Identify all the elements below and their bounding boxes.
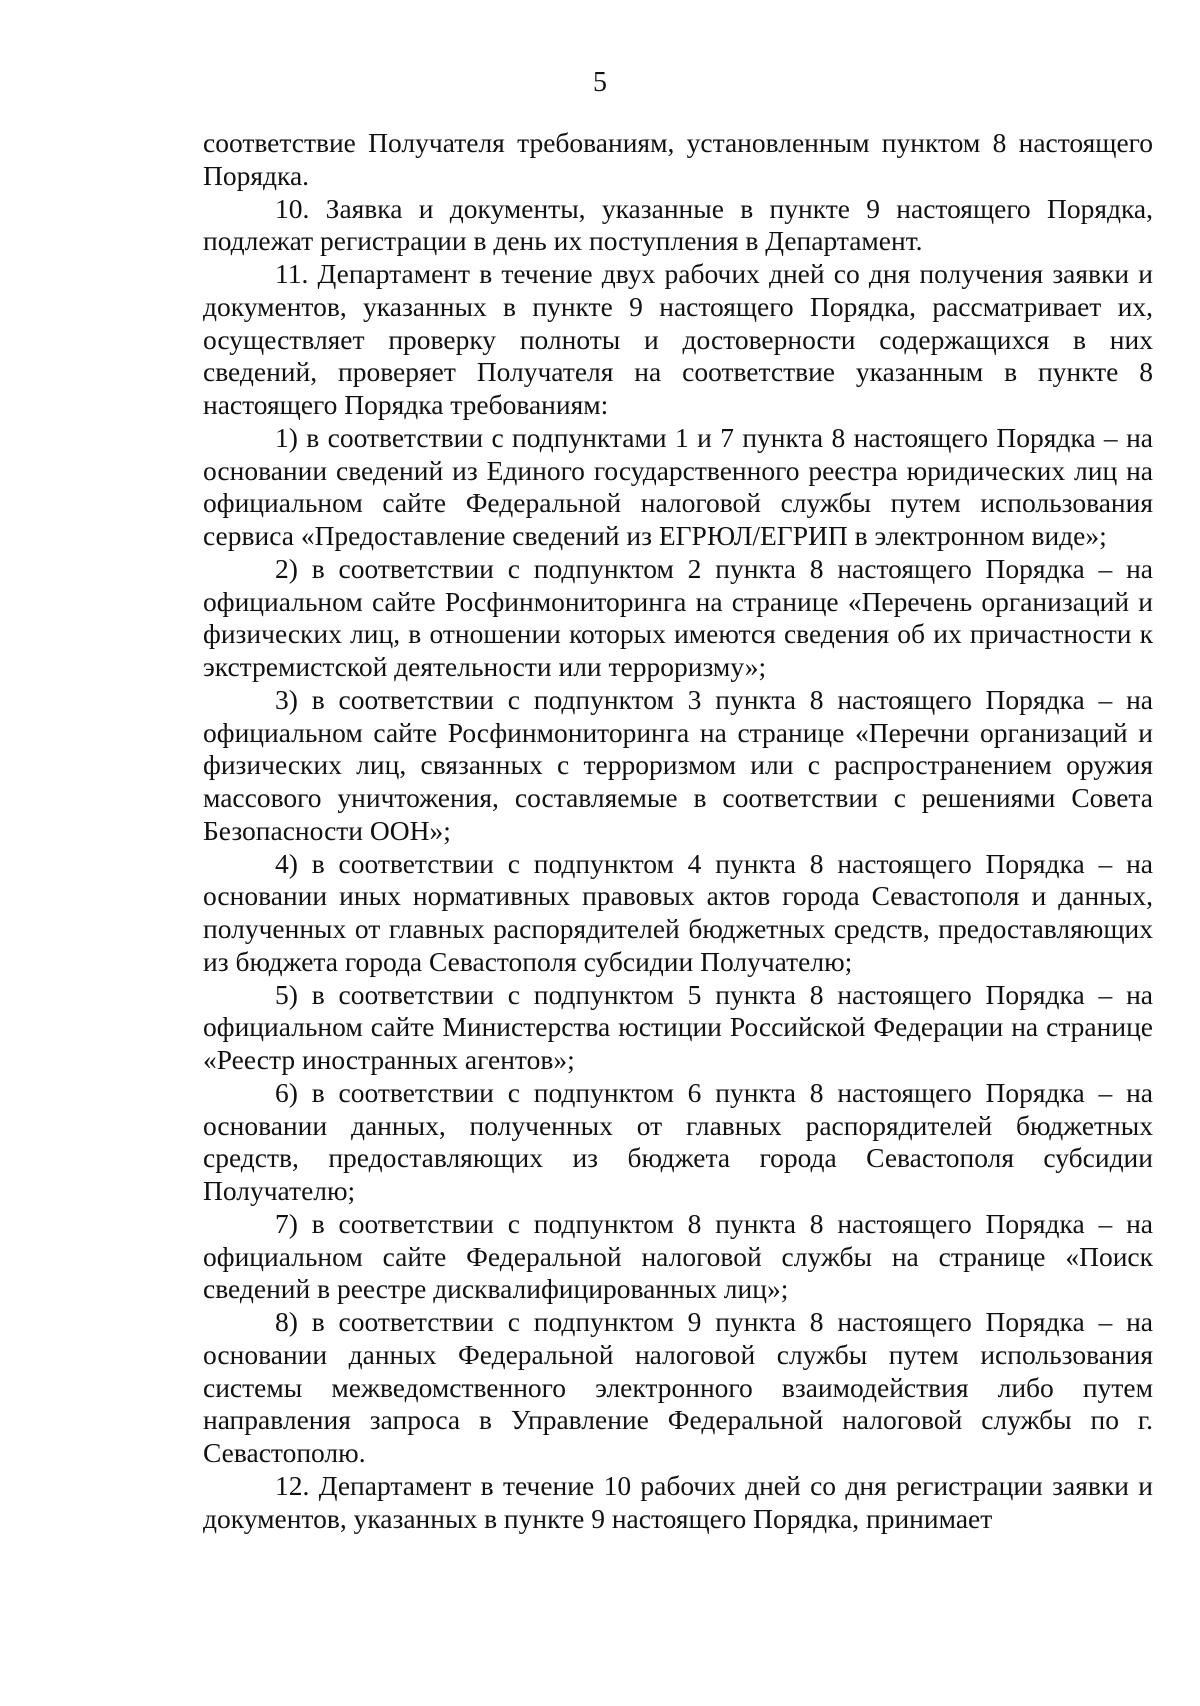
subparagraph-3: 3) в соответствии с подпунктом 3 пункта 8 настоящего Порядка – на официальном сайте Росфинмониторинга на странице «Перечни организаций и физических лиц, связанных с терроризмом или с распространением оружия массового уничтожения, составляемые в соответствии с решениями Совета Безопасности ООН»; [203,683,1153,846]
document-body [203,127,1153,1535]
subparagraph-4: 4) в соответствии с подпунктом 4 пункта 8 настоящего Порядка – на основании иных нормативных правовых актов города Севастополя и данных, полученных от главных распорядителей бюджетных средств, предоставляющих из бюджета города Севастополя субсидии Получателю; [203,847,1153,977]
subparagraph-5: 5) в соответствии с подпунктом 5 пункта 8 настоящего Порядка – на официальном сайте Министерства юстиции Российской Федерации на странице «Реестр иностранных агентов»; [203,978,1153,1075]
subparagraph-6: 6) в соответствии с подпунктом 6 пункта 8 настоящего Порядка – на основании данных, полученных от главных распорядителей бюджетных средств, предоставляющих из бюджета города Севастополя субсидии Получателю; [203,1076,1153,1206]
paragraph-10: 10. Заявка и документы, указанные в пункте 9 настоящего Порядка, подлежат регистрации в день их поступления в Департамент. [203,192,1153,257]
paragraph-continuation: соответствие Получателя требованиям, установленным пунктом 8 настоящего Порядка. [203,127,1153,191]
paragraph-11: 11. Департамент в течение двух рабочих дней со дня получения заявки и документов, указанных в пункте 9 настоящего Порядка, рассматривает их, осуществляет проверку полноты и достоверности содержащихся в них сведений, проверяет Получателя на соответствие указанным в пункте 8 настоящего Порядка требованиям: [203,258,1153,420]
page-number: 5 [593,67,607,98]
subparagraph-2: 2) в соответствии с подпунктом 2 пункта 8 настоящего Порядка – на официальном сайте Росфинмониторинга на странице «Перечень организаций и физических лиц, в отношении которых имеются сведения об их причастности к экстремистской деятельности или терроризму»; [203,552,1153,682]
subparagraph-1: 1) в соответствии с подпунктами 1 и 7 пункта 8 настоящего Порядка – на основании сведений из Единого государственного реестра юридических лиц на официальном сайте Федеральной налоговой службы путем использования сервиса «Предоставление сведений из ЕГРЮЛ/ЕГРИП в электронном виде»; [203,421,1153,551]
subparagraph-7: 7) в соответствии с подпунктом 8 пункта 8 настоящего Порядка – на официальном сайте Федеральной налоговой службы на странице «Поиск сведений в реестре дисквалифицированных лиц»; [203,1207,1153,1305]
subparagraph-8: 8) в соответствии с подпунктом 9 пункта 8 настоящего Порядка – на основании данных Федеральной налоговой службы путем использования системы межведомственного электронного взаимодействия либо путем направления запроса в Управление Федеральной налоговой службы по г. Севастополю. [203,1306,1153,1468]
paragraph-12: 12. Департамент в течение 10 рабочих дней со дня регистрации заявки и документов, указанных в пункте 9 настоящего Порядка, принимает [203,1469,1153,1534]
